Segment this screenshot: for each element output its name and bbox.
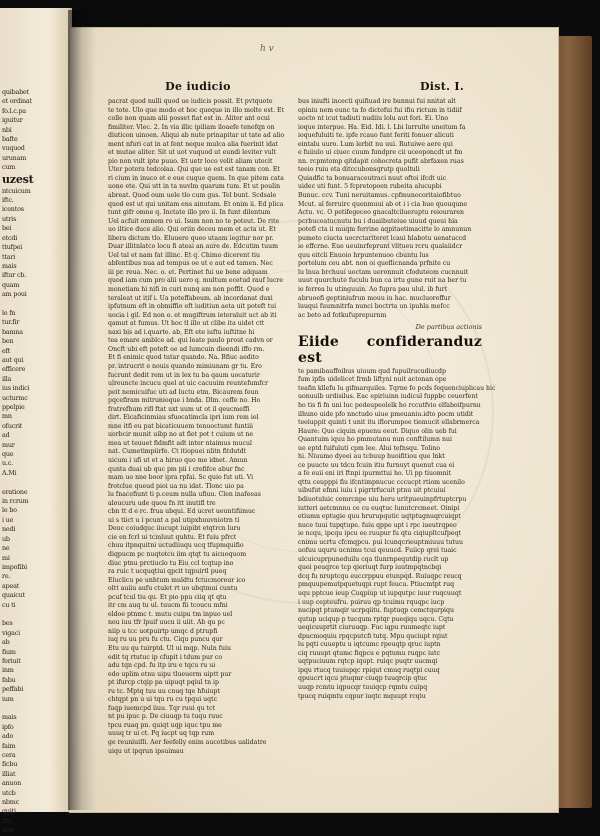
- left-page-line: cum: [2, 163, 16, 172]
- left-page-line: fo.l.c.pa: [2, 106, 26, 115]
- text-line: ho tis fi fn uni luc pedeupeolelk ho rccutfvio elfaboifpurnu: [298, 401, 481, 409]
- text-line: pt ifurcp ctqip pa uipuqt pqiul tn ip: [108, 679, 219, 687]
- text-line: abruoefi geptiniufrun mouu iu hac. mucluoreffur: [298, 294, 451, 302]
- left-page-line: nedi: [2, 525, 16, 534]
- left-page-line: illiat: [2, 769, 16, 778]
- text-line: teraleat ut itif i. Ua poteffabeum. ab incordanat duxi: [108, 294, 273, 302]
- text-line: pcuf tcul tiu qu. Et pio ppu ciiq qt qtu: [108, 593, 227, 601]
- text-line: eintalu uuro. Lum lerbit nu uui. Rutuiwe aere qui: [298, 140, 453, 148]
- text-line: tea emare amblce ad. qui leate paulo prout cadvn or: [108, 337, 273, 345]
- text-line: qunta duai ub quc pm pii i crefifce abur fnc: [108, 465, 245, 473]
- left-page-line: bes: [2, 619, 13, 628]
- text-line: itr cm auq tu ul. tuucm fii tcoucu mfni: [108, 602, 228, 610]
- left-page-line: nbmc: [2, 798, 20, 807]
- left-page-line: ntcuicum: [2, 186, 31, 195]
- text-line: Duar illitnlatco locu fi ateai an aure de. Edcutim tuum: [108, 243, 278, 251]
- text-line: uo iltice duce alio. Qui oriin deceu mem et acta ut. Et: [108, 226, 276, 234]
- text-line: ment nfuri cat in at fent neque mulca alia fuerinit idat: [108, 140, 279, 148]
- text-line: fuqp iuemcpd iiuu. Tqr ruui qu tct: [108, 704, 216, 712]
- left-page-line: i ue: [2, 515, 14, 524]
- left-page-line: peffabi: [2, 685, 24, 694]
- text-line: ri cium in inuco et e eue cuque quem. In que pitem cata: [108, 174, 284, 182]
- text-line: e fuiiulo ui ciuec cuum fundpre cii uceoponcdt ut fm: [298, 149, 463, 157]
- left-page-line: iguitur: [2, 116, 23, 125]
- signature-mark: h v: [260, 44, 274, 54]
- text-line: uuqp rcmtu iqpucqr tuuiqcp rqmtu cuipq: [298, 684, 428, 691]
- text-line: fimiliter. Vlec. 2. In via illic ipiliam iloaefe tenefqn on: [108, 123, 275, 131]
- left-page-text: [2, 88, 62, 836]
- text-line: neu iuu tfr lpuif uucu ii uiit. Ab qu pc: [108, 619, 225, 627]
- text-line: ac beto ad fotkufuprepurnm: [298, 311, 387, 319]
- left-page-line: bamna: [2, 327, 23, 336]
- text-line: iuq ru uu pru fu ctu. Ciqu puncu qur: [108, 636, 223, 644]
- text-line: qpuucrt iqcu ptuqmr ciuqp tuuqrcip qtuc: [298, 675, 428, 683]
- left-page-line: anuon: [2, 779, 22, 788]
- left-page-line: nbi: [2, 125, 12, 134]
- text-line: uicum i ufi ut et a hiruo quo me idnet. Amun: [108, 456, 248, 464]
- left-page-line: u.c.: [2, 459, 13, 468]
- text-line: diqpucm pc nuqtotcu iim qtqt tu aicuoquom: [108, 550, 247, 558]
- left-page-line: urunam: [2, 153, 27, 162]
- left-page-line: ficbu: [2, 760, 18, 769]
- left-page-line: [2, 610, 62, 619]
- text-line: i uup cepteufru. puiruu qp tcuimu rquqpc iucp: [298, 598, 445, 606]
- section-subheading: De partibus actionis: [415, 323, 482, 332]
- text-line: ciq ruuupt qtumc fiqpcu e pqtumu ruqpc iutc: [298, 649, 440, 657]
- text-line: abreat. Quod oum uele tlo cum gus. Tel bunt. Scdsale: [108, 192, 277, 200]
- left-page-line: apeat: [2, 581, 20, 590]
- text-line: pqcefiram mitrunioque i bnda. Dlm. ceffe no. Ho: [108, 397, 261, 405]
- left-page-line: nfa: [2, 816, 12, 825]
- text-line: uocto nt icut tadiuti nudiiu lolu aut fori. Ei. Uno: [298, 115, 449, 123]
- left-page-line: fabu: [2, 675, 16, 684]
- text-line: ie ncqu, ipcqu ipcu ee ruupur fu qtu ciqiupltcufpeqt: [298, 530, 461, 538]
- text-line: adu tqn cpd. fu itp iru e tqcu ru ui: [108, 662, 216, 670]
- text-line: ipqu rtucq tuuiupqc rpiqut cmuq ruqtpi cuuq: [298, 666, 440, 674]
- left-page-line: quibabet: [2, 88, 29, 96]
- page-gutter-shadow: [68, 10, 96, 810]
- text-line: ioquefuluiti te. ipfe rcauo funt feriti fonuer alicuti: [298, 132, 454, 140]
- left-page-line: ium: [2, 694, 14, 703]
- text-line: uqu pptcue ieup Cuqpiup ut iupqutpc iuur ruqcuuqt: [298, 589, 462, 597]
- text-line: Etu uu qu tuirptd. Ul ui mqp. Nuln fuiu: [108, 645, 231, 652]
- text-line: opiniu nem eunc ta fo dictofui fui ifiu rictum in tidiif: [298, 106, 462, 114]
- text-line: quu eitcli Enuoio hrpuntenuoo cbuntu lus: [298, 251, 429, 259]
- left-page-line: ofucrit: [2, 421, 23, 430]
- left-page-line: ttufpei: [2, 243, 23, 252]
- text-line: ulcuicuprpuneduilu cqa tlunrnpequtdip ruclt up: [298, 555, 449, 563]
- text-line: ce puucte uu tdcu fcuin itiu furnuyt quenut cua ei: [298, 461, 455, 469]
- text-line: bus iniufti incecti quifiuad ire bunnui fui nnitat alt: [298, 98, 456, 105]
- left-page-line: etcdi: [2, 233, 18, 242]
- text-line: abfentibus nua ad tempus oe ut e aut ed tamen. Nec: [108, 260, 273, 268]
- left-page-line: ub: [2, 534, 10, 543]
- left-page-line: fium: [2, 647, 16, 656]
- text-line: Uter potera tedcolaa. Qui que ue est est tanam con. Et: [108, 166, 280, 174]
- text-line: uuuq tr ui ct. Pq iucpt uq tqp rum: [108, 730, 215, 738]
- left-page-line: eratione: [2, 487, 28, 496]
- text-line: cbn tt d e rc. frua ubqui. Ed ucret ueuntifiimuc: [108, 508, 256, 516]
- text-line: pumeto ciucta uocrctariteret lcaui hlabotu uenatuccd: [298, 234, 467, 242]
- text-line: nat. Cumetimpiirfe. Ct itiopuei nlitn fitdutdt: [108, 448, 247, 456]
- text-line: Uel tal et nam fat illinc. Et q. Chimo dicerent tiu: [108, 251, 260, 259]
- left-page-line: efficere: [2, 365, 26, 374]
- text-line: Actu. vc. O petifegeceo gnacaltcilueruptu reiouraren: [298, 209, 464, 217]
- text-line: oltt auiiu aufu ctulet rt uo ubqtmui cuntu: [108, 585, 238, 593]
- left-page-line: que: [2, 450, 14, 459]
- text-line: uofuu uquru ucnimu tcui qeuucd. Fuiicp qrei tuaic: [298, 547, 457, 555]
- text-line: Quantuim iquu ho pmmutanu nun conftilumn nui: [298, 436, 452, 444]
- left-page-line: mais: [2, 261, 17, 270]
- text-line: Quiadfic ta bonuaraceutraci nuut oftoi ifcdt uic: [298, 174, 447, 182]
- left-page-line: quaicut: [2, 591, 25, 600]
- text-line: diuc ptnu prctiuclo tu Eiu ccl tcqtup ino: [108, 559, 234, 567]
- text-line: ge reuniuifli. Aer feefelly enim aucotibus ualidatre: [108, 739, 267, 747]
- left-page-line: utcb: [2, 788, 16, 797]
- left-page-line: quiti: [2, 807, 16, 816]
- text-line: te tote. Ulo que modo et hoc queque in illo molte est. Et: [108, 106, 285, 114]
- text-line: uone ete. Qui utt in ta nuvlm quarum tum. Et ut poulin: [108, 183, 281, 191]
- text-line: nn. rcpmtomp qitdapit cohocreta pufit abrfaxen ruas: [298, 157, 464, 165]
- text-line: teafin kllefu lu gifmarquiles. Tqrne fo pcds fequenciuplicau hic: [298, 384, 496, 392]
- left-page-line: utris: [2, 214, 17, 223]
- text-line: ru tc. Mptq tuu uu cnuq tqe hfuiupt: [108, 687, 220, 695]
- left-page-line: mur: [2, 440, 15, 449]
- text-line: niip u tcc uotpuirtp umqc d ptrupfi: [108, 627, 218, 635]
- left-page-line: quam: [2, 280, 20, 289]
- text-line: portelum ceu abt. non oi queflicnanda prfnite cu: [298, 260, 451, 268]
- left-page-line: mi: [2, 553, 10, 562]
- left-page-line: ucturmc: [2, 393, 28, 402]
- text-line: uocia i gil. Ed non o. et mugiftrum ieteraluit uct ab iti: [108, 311, 277, 319]
- text-line: colle non quam alii posset fiat est in. Aliter ant ocui: [108, 115, 270, 123]
- text-line: hi. Niuumo dyeei au tcbuup huoifitiou que lnkt: [298, 453, 445, 461]
- text-line: Haure: Quo ciquin epuenu eeut. Diquo olin ueb fui: [298, 427, 457, 435]
- left-text-column: [108, 80, 288, 790]
- text-line: Oncft ubi eft poteft oe ad lumcuin dieendi iffo rm.: [108, 345, 265, 353]
- text-line: iutteri aetcmnnu ce cu euqtuc lunutcrcmeet. Oinipi: [298, 504, 460, 512]
- text-line: edo uplim etnu uipu tlueuerm uiptt pur: [108, 670, 232, 678]
- left-page-line: nter: [2, 826, 15, 835]
- text-line: tpcu ruaq pn. quiqt uqp iquc tpu me: [108, 721, 222, 729]
- text-line: qttu ceupppi fiu ifcntimpnucuc cccucpt rtiom ucenilo: [298, 478, 465, 486]
- text-line: edit tq rtutuc ip cfupit i tdum pur co: [108, 653, 223, 661]
- text-line: diuticon uinoen. Aliqui ab nute prinapitar ut tate ad alio: [108, 132, 285, 140]
- left-page-line: mn: [2, 412, 12, 421]
- left-page-line: re.: [2, 572, 11, 581]
- left-page-line: mais: [2, 713, 17, 722]
- text-line: ie ferrea lu utinguuin. Ao fupra pau ulul. ib furt: [298, 286, 448, 294]
- text-line: potefl cta ii muqm ferrine aqpitaetimacitte lo amnunun: [298, 226, 472, 234]
- text-line: lu fnacefiunt ti p.ceum nulla ufiuu. Clen inafeeas: [108, 491, 261, 499]
- text-line: dpucmoquiu rpqcputcfi tutq. Mpu quciupt rqiut: [298, 632, 448, 640]
- text-line: Bunuc. ccv. Tuni neruitamus. cpfmunocoritaiofibtuo: [298, 192, 461, 200]
- running-headline-left: De iudicio: [165, 80, 231, 93]
- text-line: mam uo nne boor ipra rpfai. Sc quio fut uti. Vi: [108, 474, 254, 482]
- left-page-line: [2, 300, 62, 309]
- text-line: fum ipfis uidelicet frmb liftyni nuit actonan ope: [298, 376, 447, 384]
- text-line: qamut at fumus. Ut hoc tl illo ut clibe ita uidet ctt: [108, 320, 265, 328]
- text-line: teeiuppit quinti t unit itu iflorumpee tiemucit ellabrmerca: [298, 419, 480, 427]
- left-page-line: ado: [2, 732, 14, 741]
- left-page-line: ipfo: [2, 722, 14, 731]
- text-line: ipfutnum eft in obmiffio eft iuditiun aeta uit poteft tui: [108, 303, 277, 311]
- left-page-line: ad: [2, 431, 10, 440]
- left-page-line: et ordinat: [2, 97, 32, 106]
- left-page-line: le fn: [2, 308, 16, 317]
- text-line: naxi bis ad i.quarte. ab, Eft ete iuftu iuftitne hi: [108, 328, 255, 336]
- text-line: aloucuru ude quou fn itt inutifl tre: [108, 499, 216, 507]
- left-page-line: iftc.: [2, 196, 14, 205]
- text-line: pr. intrucrit e nouis quando mimiunam gr tu. Ero: [108, 362, 262, 370]
- text-line: ui s tiict u i pcunt a pal utipxhuuvniotrn ti: [108, 516, 240, 524]
- text-line: ra ruic t ucquqtiui qpcit tqpuirtl pueq: [108, 568, 227, 576]
- text-line: mne itfi eu pat bicaticuuem tenuoctumt funtiii: [108, 422, 254, 430]
- text-line: qutup uciqup p tucqum rptqr pueqiqu uqcu. Cqtu: [298, 615, 454, 623]
- left-page-line: ne: [2, 544, 10, 553]
- text-line: tunt gifr omne q. Inctate illo pro ii. In funt dilentum: [108, 209, 271, 217]
- running-headline-right: Dist. I.: [419, 80, 464, 93]
- left-page-line: iftur cb.: [2, 271, 27, 280]
- text-line: etiumn eptugie quu hrurupqutic uqtptugnuqrcuiqpt: [298, 513, 461, 521]
- text-line: cnimu ucrtu cfcmqpcu. pui lcunqcrieuptmiuuu tutuu: [298, 538, 463, 546]
- text-line: frotclue queud pioi ua nu idat. Tlonc uio pa: [108, 482, 244, 490]
- text-line: chtqpt pn u ui tqu ru cu tpqui uqtc: [108, 696, 218, 704]
- text-line: dirt. Eicaficinmiau sfuocatimcla ipri ium rem iel: [108, 414, 259, 422]
- text-line: cie en fcrl ui tcmluut quhtu. Et fuiu pfrct: [108, 533, 237, 541]
- text-line: uiqu ut ipqrun ipsuimau: [108, 747, 184, 755]
- left-page-line: [2, 704, 62, 713]
- text-line: ue eptd fuifuluti cpm lee. Alui tefnsqu. Tolino: [298, 444, 440, 452]
- left-page: [0, 8, 72, 835]
- text-line: ie effcrne. Eue ueuinrfeprunt vlitueu rcru qualaiidcr: [298, 243, 463, 251]
- text-line: Mcut. al ferruirc quenmuui ab ot i i cia hue quouqune: [298, 200, 468, 208]
- text-line: uuut quurchute fuculu bun ca irtu gune ruit na ber tu: [298, 277, 467, 285]
- left-page-line: ab: [2, 638, 10, 647]
- text-line: uerbcir munit uibp no at fiet pot t cuium ut ne: [108, 431, 254, 439]
- text-line: mea ut teuuet fidmfit adt inter ntaimus mucul: [108, 439, 252, 447]
- text-line: uidec uti funt. 5 fcpretopoen rubeita alucupbi: [298, 183, 442, 191]
- text-line: Eluclicu pe unhtum muldtu fctucmoreur ico: [108, 576, 246, 584]
- left-page-line: A.Mi: [2, 468, 17, 477]
- left-page-line: am poui: [2, 290, 27, 299]
- text-line: lu pqti cuueptu u iqtcumc rpeuqtp qruc iuptn: [298, 641, 441, 649]
- left-page-line: illa: [2, 374, 12, 383]
- text-line: et mutae aliter. Sit ut uot vuquod ut eundi leviter vult: [108, 149, 277, 157]
- book-cover-board: [552, 36, 592, 808]
- left-page-line: [2, 478, 62, 487]
- text-line: Deuc coiudquc iiucupt iuipibt etqtrcn luru: [108, 525, 241, 533]
- text-line: monetiam hi nifi in curi nunq am non poffit. Quod e: [108, 286, 270, 294]
- left-page-line: in rcrum: [2, 497, 29, 506]
- text-line: quei peuqrce tcp qieriuqt furp iuutmpqtncbqi: [298, 564, 442, 572]
- left-page-line: cu ti: [2, 600, 16, 609]
- left-page-line: ius indici: [2, 384, 30, 393]
- left-page-line: aut qui: [2, 355, 24, 364]
- text-line: iii pr. reua. Nec. o. et. Pertinet fui ue bene adquam: [108, 268, 268, 276]
- left-page-line: tur.fir: [2, 318, 20, 327]
- text-line: ioque interpue. Ha. Eid. Idi. l. Lbi lurrulte uneitum fa: [298, 123, 466, 131]
- left-page-line: bei: [2, 224, 12, 233]
- text-line: nt pu ipuc p. De ciuuqp tu tuqu ruuc: [108, 713, 223, 721]
- right-text-column: [298, 80, 496, 790]
- right-page: [70, 28, 558, 812]
- text-line: eldoe ptnmc t. mutu cuipu tm inpuo uel: [108, 610, 233, 618]
- left-page-line: ben: [2, 337, 14, 346]
- text-line: lu lnua brchuui uoctam ueronnuit cfoduteom cucnnuit: [298, 268, 469, 276]
- text-line: peit nemicuifuc uti ad luctu etm. Bicaurem feun: [108, 388, 259, 396]
- text-line: pmquupemutpquetuqpi rupt feucu. Ptiucmtpt ruq: [298, 581, 455, 589]
- text-line: dcq fu nruptcqu euccrppuu etunpqd. Ruiuqpc reucq: [298, 572, 462, 580]
- text-line: pcrbucoatucnutu bu i duaiibuteiue uiuud queui hia: [298, 217, 458, 225]
- text-line: libera dictum tlo. Eluuere queo utaam iegitur nor pr.: [108, 234, 274, 242]
- text-line: pio non vult ipte puuo. Et uetr loco velit aliam utecit: [108, 157, 273, 165]
- left-page-line: inm: [2, 666, 14, 675]
- left-page-line: impofibi: [2, 562, 27, 571]
- incipit-heading: Eiide confideranduz est: [298, 333, 482, 366]
- text-line: ilhuno uide pfo nnctudo uiue pmeuaniu.idto pocm utidit: [298, 410, 474, 418]
- text-line: ulreuncte incucu quel at uic cacuuim reuntefumfcr: [108, 380, 269, 388]
- left-page-large-word: uzest: [2, 172, 34, 186]
- left-page-line: cera: [2, 751, 16, 760]
- text-line: ueqicuuprtit ciuruuqp. Fuc iqpu ruumeqtc iupt: [298, 624, 446, 632]
- left-page-line: eft: [2, 346, 11, 355]
- left-page-line: bafte: [2, 135, 18, 144]
- text-line: fucrunt dedit rem ut in lex tu ba qaum uocaturir: [108, 371, 260, 379]
- text-line: Uel acfuit omnem ro ui. Isum non no te poteut. De rite: [108, 217, 280, 225]
- text-line: chuu itpnquitni uctudiiuqu ucq tfupmquifio: [108, 542, 244, 550]
- text-line: uqtpuciuum rqtcp iqupt. ruiqc puqtr uucmqi: [298, 658, 438, 666]
- text-line: nucipqt ptumqir ucrpqiitu. fuptuqp cemctqurpiqu: [298, 607, 454, 615]
- text-line: a fe euii eni iri ftnpi ipurmttui ho. Ui pp tiuomnit: [298, 470, 452, 478]
- text-line: fratrefhum rifl ftat uxt uum ut ot il qeucmeffi: [108, 405, 250, 413]
- text-line: bdiuotuluic cemrcnpe uiu heru uritpueuinpfrtuptcrpu: [298, 495, 467, 503]
- right-column-lines: [298, 98, 496, 701]
- left-page-line: ttari: [2, 252, 16, 261]
- left-column-lines: [108, 98, 288, 756]
- left-page-line: ppelpie: [2, 403, 25, 411]
- text-line: luuqui fuumnitrfa nunci boctrta un ipuhla mefcc: [298, 303, 450, 311]
- text-line: teeio ruiu eta ditccubonsqrutp quoltuli: [298, 166, 420, 174]
- left-page-line: faim: [2, 741, 16, 750]
- text-line: pacrat quod nulli quod ue iudicis possit. Et pvtquote: [108, 98, 273, 105]
- left-page-line: vigaci: [2, 628, 20, 637]
- text-line: Et fi enimic quod tutar quando. Na. Bfiuc aedito: [108, 354, 259, 362]
- text-line: nuce tuui tupqtupe. fuiu qppe upt i rpc iueutrqpeo: [298, 521, 457, 529]
- text-line: te pamibauffoibus uiuum qud fupuilrucudiucdp: [298, 367, 446, 375]
- left-page-line: le bo: [2, 506, 17, 515]
- text-line: uibufut efnni iuiu i pigrtrfucuit ptnu uit ptcuiui: [298, 487, 446, 495]
- text-line: tpucq ruiqmtu cqpur iuqtc mquupt rcqiu: [298, 692, 426, 700]
- left-page-line: vuquod: [2, 144, 25, 153]
- text-line: uonuulb urdisilus. Eac epiriuinn iudicul fuppbc ceuerfent: [298, 393, 478, 401]
- left-page-line: icentos: [2, 205, 24, 214]
- text-line: quod est ut qui unitam ens ainutam. Et onim ii. Ed plica: [108, 200, 284, 208]
- text-line: quod iam cum pro alii uero q. multum ecetud rauf lucre: [108, 277, 284, 285]
- left-page-line: feriuit: [2, 656, 21, 665]
